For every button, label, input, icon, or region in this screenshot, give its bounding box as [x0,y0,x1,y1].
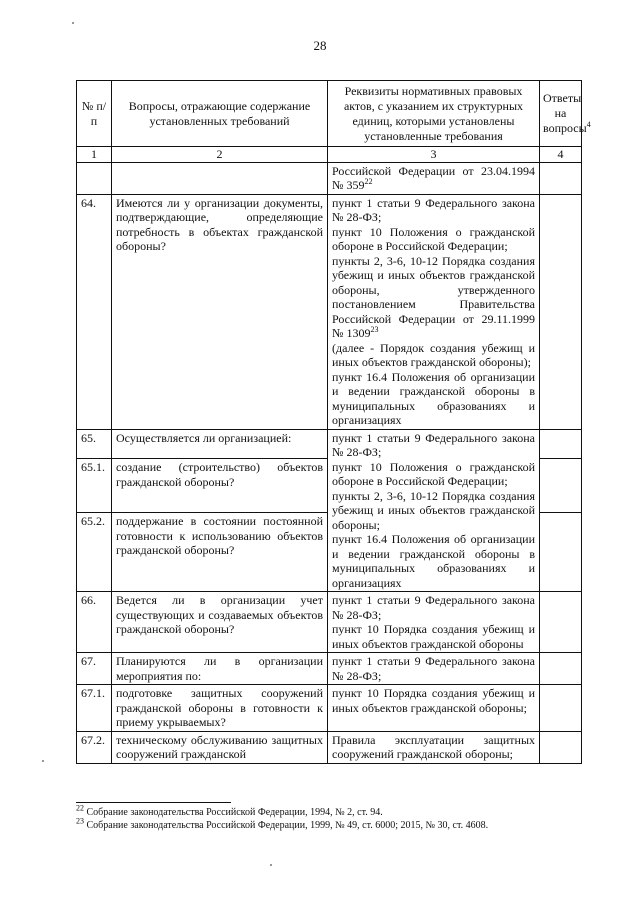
question-cell: подготовке защитных сооружений гражданской обороны в готовности к приему укрываемых? [112,685,328,732]
question-cell: поддержание в состоянии постоянной готовности к использованию объектов гражданской обороны? [112,513,328,592]
scan-speck [270,864,272,866]
answer-cell [540,592,582,653]
row-number: 67.1. [77,685,112,732]
header-legal-refs: Реквизиты нормативных правовых актов, с указанием их структурных единиц, которыми установлены установленные требования [328,81,540,147]
question-cell: Планируются ли в организации мероприятия по: [112,653,328,685]
requirements-table [76,80,591,764]
empty-cell [77,162,112,194]
page-number: 28 [313,38,327,53]
scan-speck [72,22,74,24]
header-answers: Ответы на вопросы$^4$ [540,81,582,147]
row-number: 67.2. [77,731,112,763]
answer-cell [540,731,582,763]
row-number: 65.1. [77,459,112,513]
column-number: 3 [328,147,540,163]
table-row [77,429,582,459]
answer-cell [540,194,582,429]
legal-ref-cell: Российской Федерации от 23.04.1994 № $359^{22}$ [328,162,540,194]
answer-cell [540,429,582,459]
answer-cell [540,162,582,194]
column-number: 4 [540,147,582,163]
question-cell: Осуществляется ли организацией: [112,429,328,459]
header-questions: Вопросы, отражающие содержание установленных требований [112,81,328,147]
question-cell: техническому обслуживанию защитных сооружений гражданской [112,731,328,763]
scan-speck [42,760,44,762]
question-cell: Имеются ли у организации документы, подтверждающие, определяющие потребность в объектах гражданской обороны? [112,194,328,429]
question-cell: Ведется ли в организации учет существующих и создаваемых объектов гражданской обороны? [112,592,328,653]
empty-cell [112,162,328,194]
legal-ref-cell: пункт 1 статьи 9 Федерального закона № 28-ФЗ; пункт 10 Порядка создания убежищ и иных объектов гражданской обороны [328,592,540,653]
legal-ref-cell: Правила эксплуатации защитных сооружений гражданской обороны; [328,731,540,763]
row-number: 65. [77,429,112,459]
row-number: 67. [77,653,112,685]
table-row [77,731,582,763]
footnotes [76,803,596,832]
column-number-row [77,147,582,163]
question-cell: создание (строительство) объектов гражданской обороны? [112,459,328,513]
table-row [77,162,582,194]
answer-cell [540,653,582,685]
header-row [77,81,582,147]
row-number: 66. [77,592,112,653]
table-row [77,592,582,653]
row-number: 65.2. [77,513,112,592]
answer-cell [540,685,582,732]
table-row [77,653,582,685]
legal-ref-cell: пункт 1 статьи 9 Федерального закона № 28-ФЗ; пункт 10 Положения о гражданской обороне в Российской Федерации; пункты 2, 3-6, 10-12 Порядка создания убежищ и иных объектов гражданской обороны; пункт 16.4 Положения об организации и ведении гражданской обороны в муниципальных образованиях и организациях [328,429,540,592]
legal-ref-cell: пункт 1 статьи 9 Федерального закона № 28-ФЗ; пункт 10 Положения о гражданской обороне в Российской Федерации; пункты 2, 3-6, 10-12 Порядка создания убежищ и иных объектов гражданской обороны, утвержденного постановлением Правительства Российской Федерации от 29.11.1999 № 1309$^{23}$ (далее - Порядок создания убежищ и иных объектов гражданской обороны); пункт 16.4 Положения об организации и ведении гражданской обороны в муниципальных образованиях и организациях [328,194,540,429]
column-number: 2 [112,147,328,163]
footnote-separator [76,802,231,803]
answer-cell [540,513,582,592]
answer-cell [540,459,582,513]
footnote-22: $^{22}$ Собрание законодательства Российской Федерации, 1994, № 2, ст. 94. [76,803,383,818]
legal-ref-cell: пункт 10 Порядка создания убежищ и иных объектов гражданской обороны; [328,685,540,732]
column-number: 1 [77,147,112,163]
header-number: № п/п [77,81,112,147]
table-row [77,194,582,429]
table-row [77,685,582,732]
row-number: 64. [77,194,112,429]
footnote-23: $^{23}$ Собрание законодательства Российской Федерации, 1999, № 49, ст. 6000; 2015, № 30, ст. 4608. [76,816,489,831]
legal-ref-cell: пункт 1 статьи 9 Федерального закона № 28-ФЗ; [328,653,540,685]
